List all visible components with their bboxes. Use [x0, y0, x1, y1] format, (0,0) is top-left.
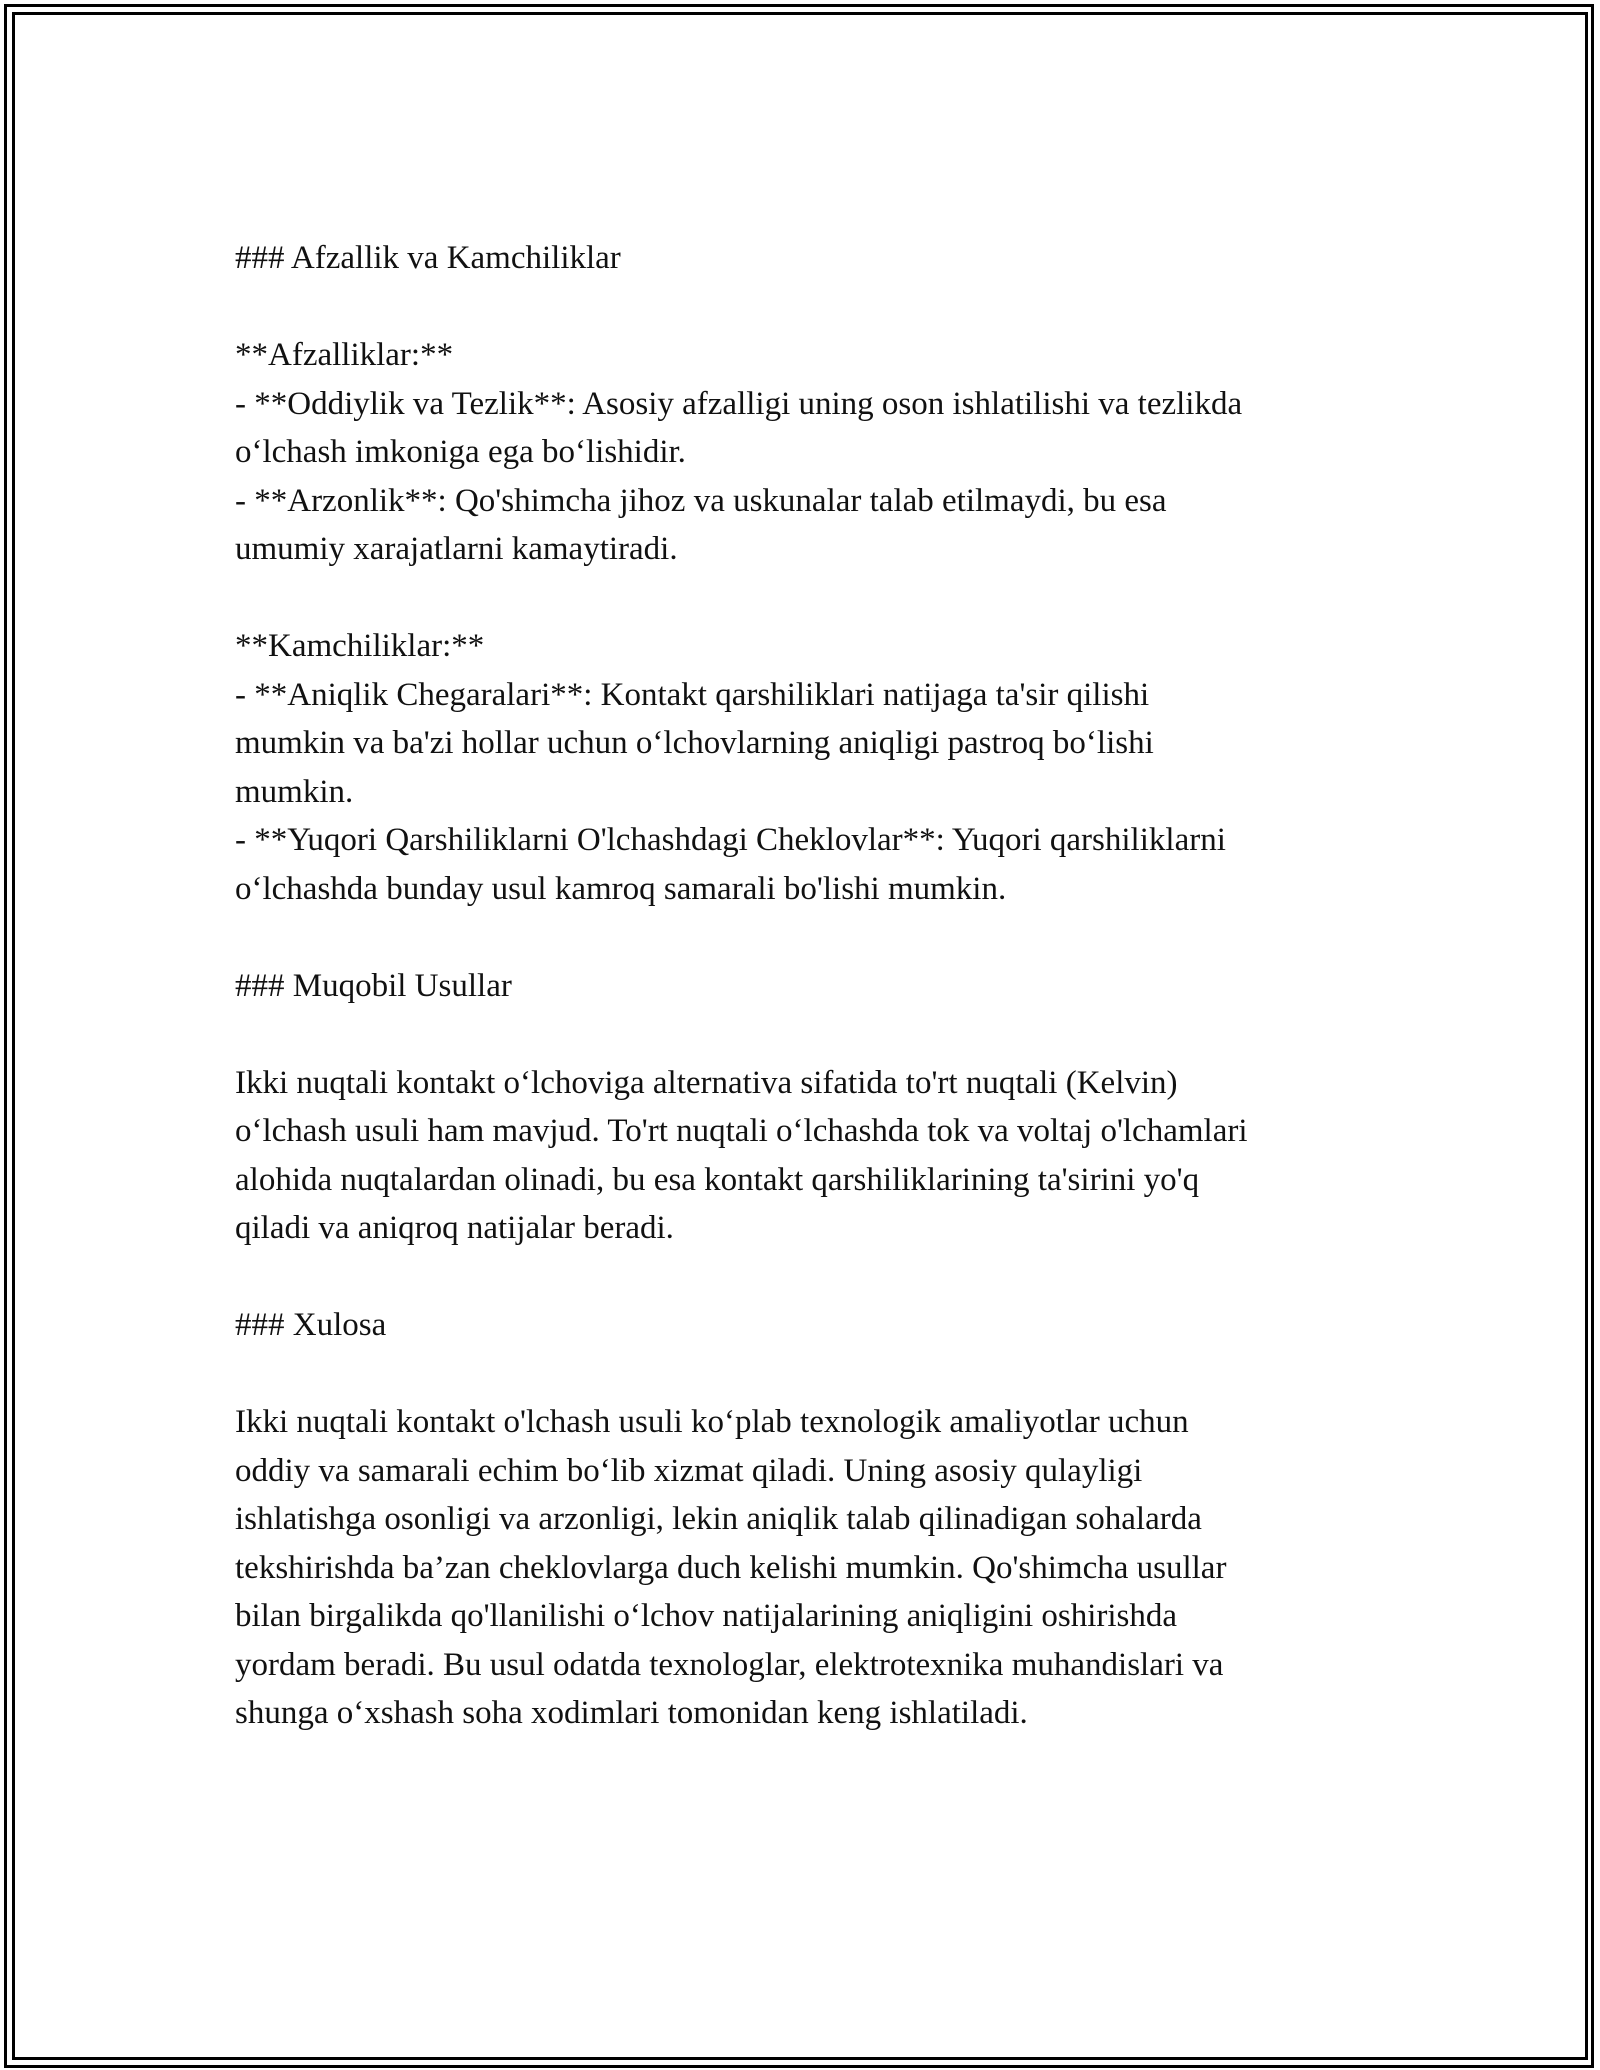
list-item-line: mumkin va ba'zi hollar uchun o‘lchovlarning aniqligi pastroq bo‘lishi — [235, 725, 1154, 761]
list-item-line: - **Oddiylik va Tezlik**: Asosiy afzalligi uning oson ishlatilishi va tezlikda — [235, 385, 1243, 422]
paragraph-line: alohida nuqtalardan olinadi, bu esa kontakt qarshiliklarining ta'sirini yo'q — [235, 1161, 1200, 1198]
spacer — [235, 1010, 1385, 1059]
list-item-line: o‘lchashda bunday usul kamroq samarali bo'lishi mumkin. — [235, 870, 1007, 907]
paragraph-line: oddiy va samarali echim bo‘lib xizmat qiladi. Uning asosiy qulayligi — [235, 1452, 1143, 1489]
list-item-line: - **Arzonlik**: Qo'shimcha jihoz va uskunalar talab etilmaydi, bu esa — [235, 482, 1167, 519]
heading-conclusion: ### Xulosa — [235, 1307, 387, 1343]
paragraph-line: Ikki nuqtali kontakt o'lchash usuli ko‘plab texnologik amaliyotlar uchun — [235, 1404, 1189, 1440]
paragraph-line: o‘lchash usuli ham mavjud. To'rt nuqtali o‘lchashda tok va voltaj o'lchamlari — [235, 1113, 1248, 1149]
paragraph-line: Ikki nuqtali kontakt o‘lchoviga alternativa sifatida to'rt nuqtali (Kelvin) — [235, 1064, 1178, 1101]
disadvantages-label: **Kamchiliklar:** — [235, 628, 485, 664]
list-item-line: mumkin. — [235, 773, 354, 810]
list-item-line: o‘lchash imkoniga ega bo‘lishidir. — [235, 434, 686, 470]
paragraph-conclusion — [235, 1398, 1385, 1738]
paragraph-alternative-methods — [235, 1059, 1385, 1253]
list-item-advantage-simplicity — [235, 380, 1385, 477]
spacer — [235, 1350, 1385, 1399]
spacer — [235, 283, 1385, 332]
heading-alternative-methods: ### Muqobil Usullar — [235, 967, 512, 1004]
heading-advantages-disadvantages: ### Afzallik va Kamchiliklar — [235, 240, 621, 276]
spacer — [235, 574, 1385, 623]
list-item-line: umumiy xarajatlarni kamaytiradi. — [235, 531, 678, 567]
list-item-disadvantage-high-resistance — [235, 816, 1385, 913]
paragraph-line: shunga o‘xshash soha xodimlari tomonidan keng ishlatiladi. — [235, 1695, 1028, 1731]
spacer — [235, 913, 1385, 962]
list-item-line: - **Aniqlik Chegaralari**: Kontakt qarshiliklari natijaga ta'sir qilishi — [235, 676, 1150, 713]
spacer — [235, 1253, 1385, 1302]
paragraph-line: tekshirishda ba’zan cheklovlarga duch kelishi mumkin. Qo'shimcha usullar — [235, 1549, 1227, 1586]
document-body — [235, 234, 1385, 1738]
list-item-advantage-cost — [235, 477, 1385, 574]
advantages-label: **Afzalliklar:** — [235, 337, 454, 373]
list-item-disadvantage-accuracy — [235, 671, 1385, 817]
paragraph-line: yordam beradi. Bu usul odatda texnologlar, elektrotexnika muhandislari va — [235, 1646, 1224, 1683]
paragraph-line: bilan birgalikda qo'llanilishi o‘lchov natijalarining aniqligini oshirishda — [235, 1598, 1178, 1634]
paragraph-line: qiladi va aniqroq natijalar beradi. — [235, 1210, 674, 1246]
paragraph-line: ishlatishga osonligi va arzonligi, lekin aniqlik talab qilinadigan sohalarda — [235, 1501, 1202, 1537]
list-item-line: - **Yuqori Qarshiliklarni O'lchashdagi Cheklovlar**: Yuqori qarshiliklarni — [235, 822, 1226, 858]
